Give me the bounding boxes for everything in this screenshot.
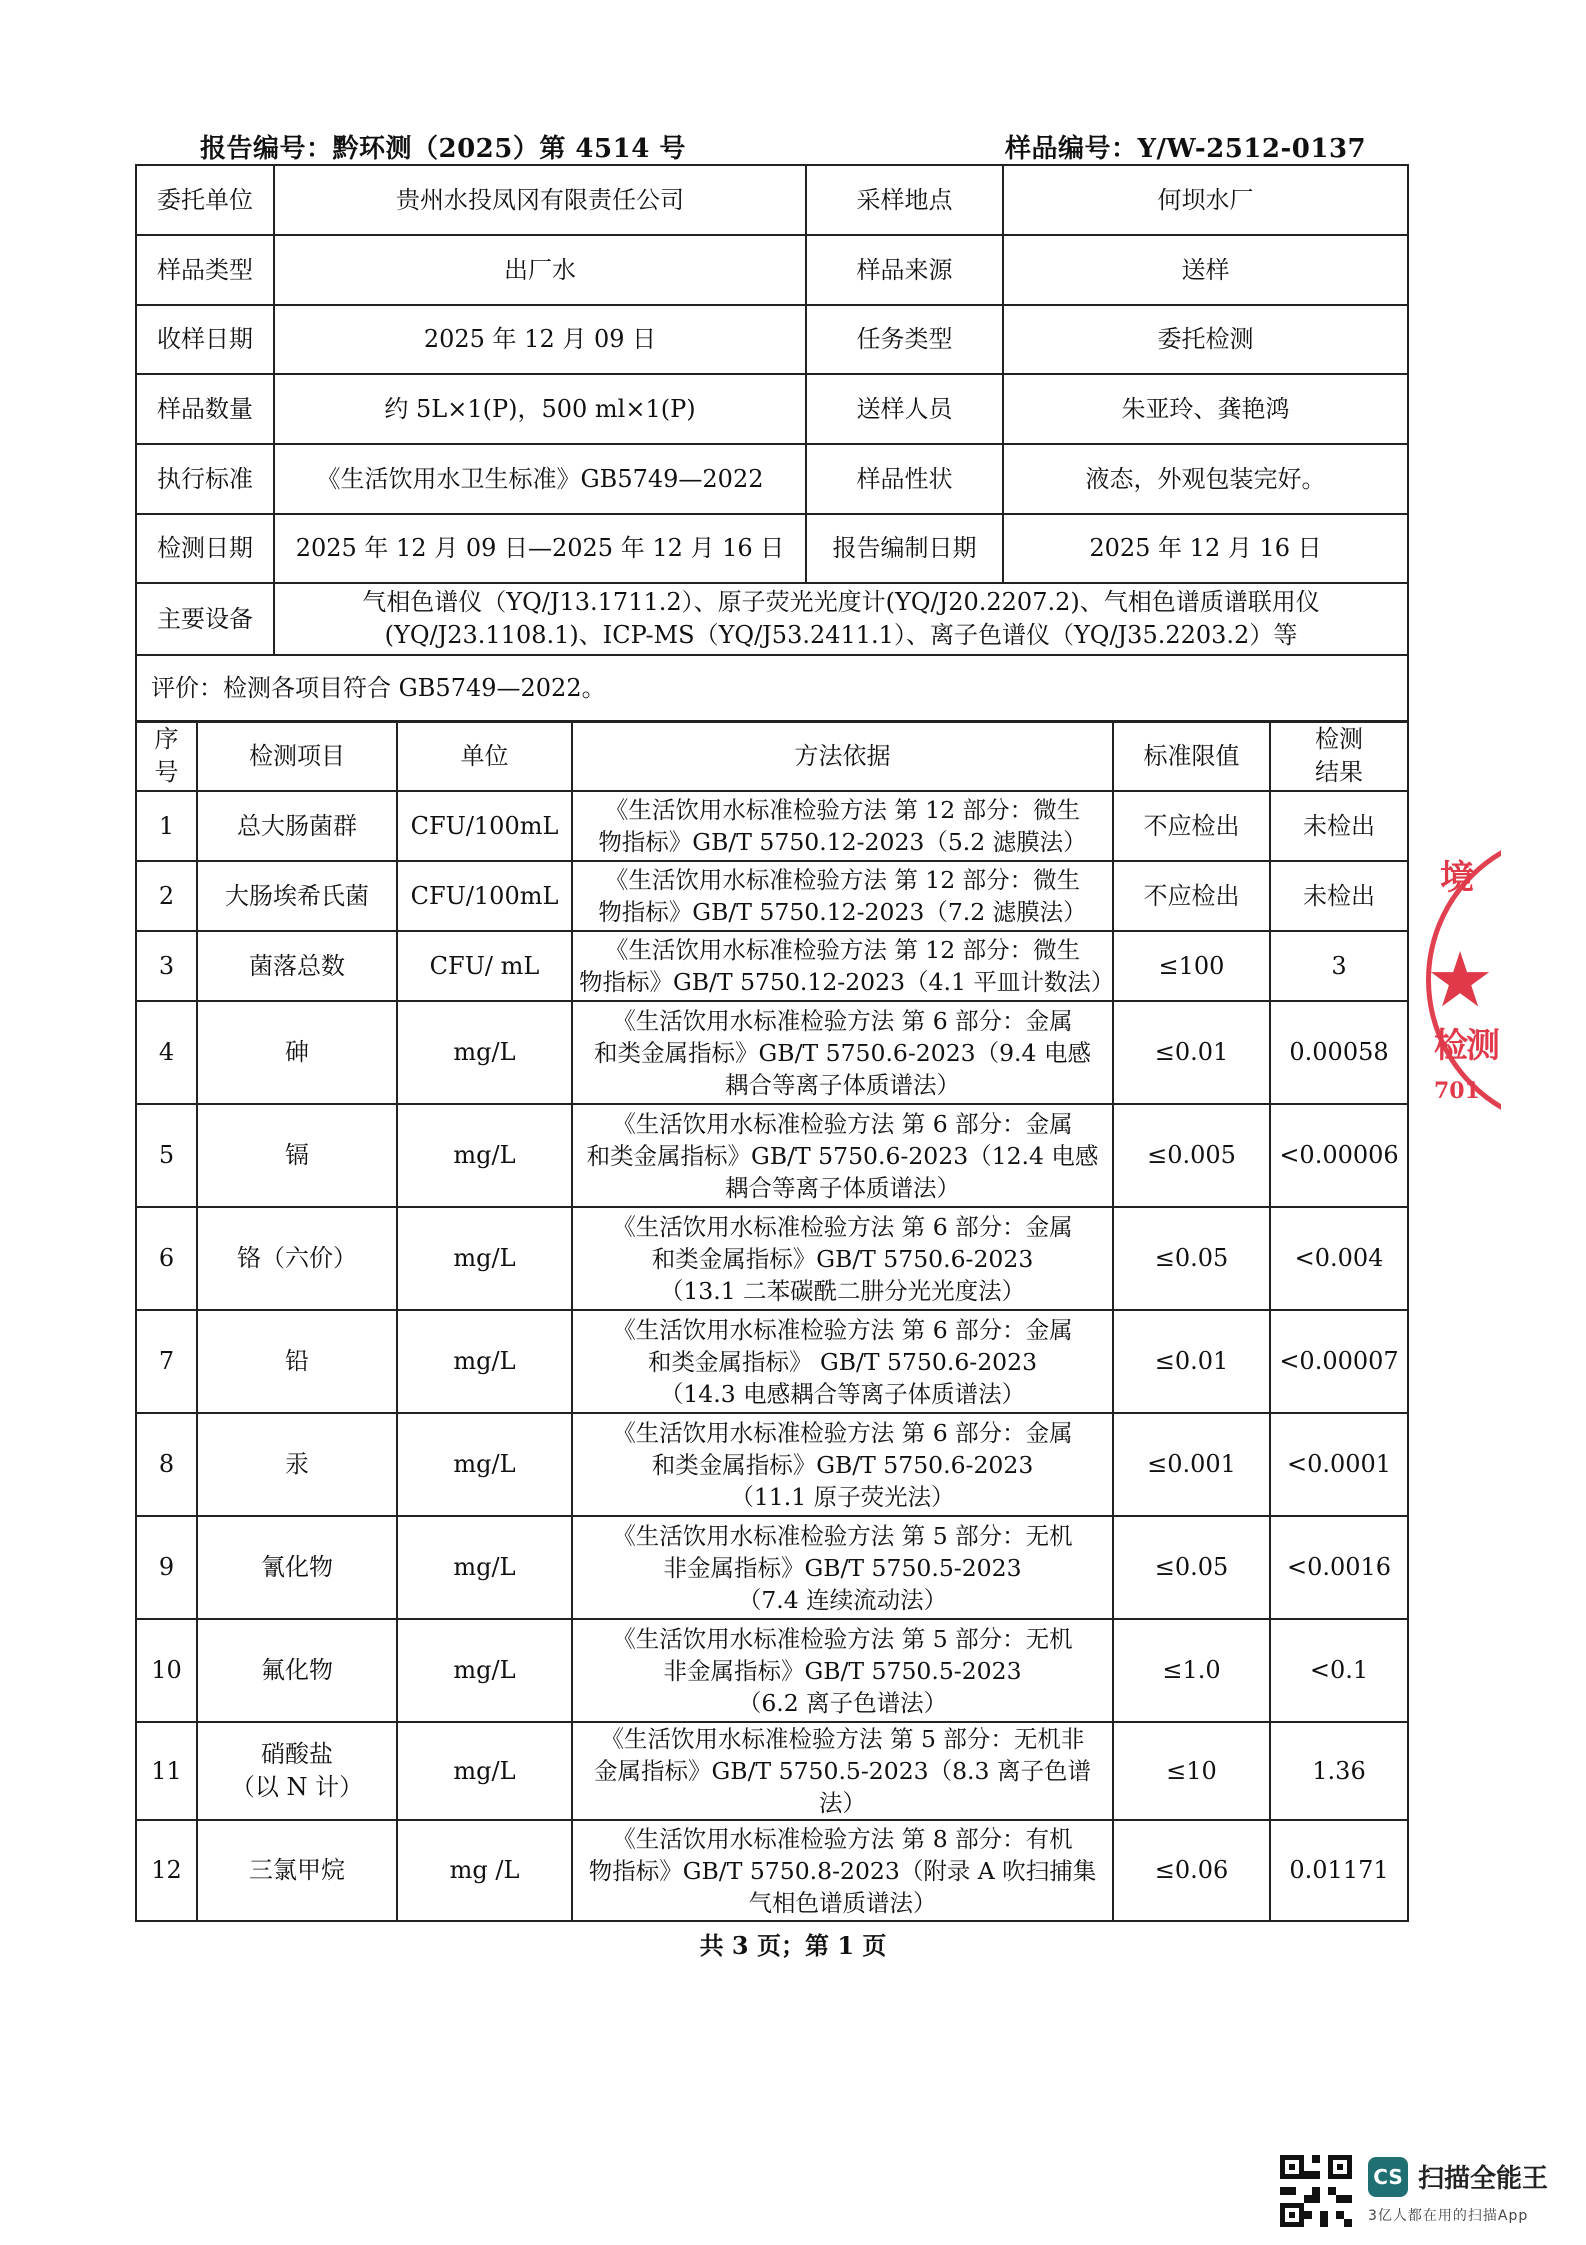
table-row [136, 1516, 1408, 1619]
source-value: 送样 [1003, 235, 1408, 305]
info-row [136, 235, 1408, 305]
info-row [136, 374, 1408, 444]
cell-line: 非金属指标》GB/T 5750.5-2023 [663, 1656, 1022, 1685]
test-item: 砷 [197, 1001, 397, 1104]
table-row [136, 1207, 1408, 1310]
cell-line: 《生活饮用水标准检验方法 第 6 部分：金属 [612, 1006, 1073, 1035]
receive-date-label: 收样日期 [136, 305, 274, 374]
cell-line: 物指标》GB/T 5750.12-2023（4.1 平皿计数法） [579, 968, 1115, 996]
row-number: 7 [136, 1310, 197, 1413]
cell-line: 《生活饮用水标准检验方法 第 6 部分：金属 [612, 1109, 1073, 1138]
row-number: 12 [136, 1820, 197, 1921]
test-item: 总大肠菌群 [197, 791, 397, 861]
row-number: 6 [136, 1207, 197, 1310]
client-label: 委托单位 [136, 165, 274, 235]
row-number: 2 [136, 861, 197, 931]
table-row [136, 791, 1408, 861]
cell-line: 和类金属指标》GB/T 5750.6-2023（9.4 电感 [594, 1038, 1091, 1067]
cell-line: 《生活饮用水标准检验方法 第 12 部分：微生 [604, 936, 1081, 964]
equipment-line: (YQ/J23.1108.1)、ICP-MS（YQ/J53.2411.1）、离子色谱仪（YQ/J35.2203.2）等 [384, 621, 1298, 649]
cell-line: 和类金属指标》 GB/T 5750.6-2023 [647, 1347, 1038, 1376]
cell-line: （以 N 计） [230, 1773, 364, 1801]
info-row [136, 514, 1408, 583]
type-value: 出厂水 [274, 235, 806, 305]
method [572, 1104, 1113, 1207]
compile-date-label: 报告编制日期 [806, 514, 1003, 583]
standard-limit: 不应检出 [1113, 791, 1270, 861]
col-header-result: 检测 结果 [1270, 721, 1408, 791]
row-number: 3 [136, 931, 197, 1001]
camscanner-logo: CS [1368, 2157, 1408, 2197]
info-row [136, 305, 1408, 374]
stamp-star-icon: ★ [1426, 935, 1495, 1024]
stamp-char: 测 [1466, 1026, 1500, 1066]
standard-limit: ≤0.05 [1113, 1207, 1270, 1310]
sample-number: 样品编号：Y/W-2512-0137 [1005, 134, 1367, 164]
evaluation: 评价：检测各项目符合 GB5749—2022。 [136, 655, 1408, 722]
unit: mg/L [397, 1104, 572, 1207]
method [572, 1413, 1113, 1516]
site-value: 何坝水厂 [1003, 165, 1408, 235]
quantity-label: 样品数量 [136, 374, 274, 444]
task-type-value: 委托检测 [1003, 305, 1408, 374]
info-row [136, 165, 1408, 235]
test-result: <0.004 [1270, 1207, 1408, 1310]
method [572, 1207, 1113, 1310]
standard-label: 执行标准 [136, 444, 274, 514]
camscanner-name: 扫描全能王 [1418, 2164, 1549, 2194]
test-item: 菌落总数 [197, 931, 397, 1001]
receive-date-value: 2025 年 12 月 09 日 [274, 305, 806, 374]
cell-line: 物指标》GB/T 5750.12-2023（5.2 滤膜法） [598, 828, 1087, 856]
method [572, 1722, 1113, 1820]
camscanner-tagline: 3亿人都在用的扫描App [1368, 2208, 1529, 2224]
method [572, 791, 1113, 861]
table-row [136, 1619, 1408, 1722]
test-result: 未检出 [1270, 791, 1408, 861]
cell-line: （14.3 电感耦合等离子体质谱法） [659, 1379, 1026, 1408]
col-header-no: 序 号 [136, 721, 197, 791]
client-value: 贵州水投凤冈有限责任公司 [274, 165, 806, 235]
unit: mg/L [397, 1722, 572, 1820]
cell-line: 《生活饮用水标准检验方法 第 12 部分：微生 [604, 866, 1081, 894]
standard-limit: ≤100 [1113, 931, 1270, 1001]
method [572, 1001, 1113, 1104]
official-stamp [1426, 830, 1501, 1130]
standard-limit: ≤0.01 [1113, 1310, 1270, 1413]
standard-limit: ≤0.05 [1113, 1516, 1270, 1619]
standard-limit: ≤0.01 [1113, 1001, 1270, 1104]
standard-limit: ≤0.005 [1113, 1104, 1270, 1207]
unit: CFU/ mL [397, 931, 572, 1001]
sample-info-table [135, 164, 1409, 723]
sample-state-label: 样品性状 [806, 444, 1003, 514]
unit: mg /L [397, 1820, 572, 1921]
equipment-label: 主要设备 [136, 583, 274, 655]
unit: CFU/100mL [397, 861, 572, 931]
test-date-label: 检测日期 [136, 514, 274, 583]
cell-line: （13.1 二苯碳酰二肼分光光度法） [659, 1276, 1026, 1305]
method [572, 1820, 1113, 1921]
test-item: 氰化物 [197, 1516, 397, 1619]
test-item: 铬（六价） [197, 1207, 397, 1310]
standard-limit: 不应检出 [1113, 861, 1270, 931]
cell-line: 物指标》GB/T 5750.12-2023（7.2 滤膜法） [598, 898, 1087, 926]
table-row [136, 1722, 1408, 1820]
cell-line: 气相色谱质谱法） [748, 1888, 937, 1917]
site-label: 采样地点 [806, 165, 1003, 235]
cell-line: （7.4 连续流动法） [737, 1585, 948, 1614]
table-row [136, 1310, 1408, 1413]
cell-line: 物指标》GB/T 5750.8-2023（附录 A 吹扫捕集 [588, 1856, 1097, 1885]
method [572, 861, 1113, 931]
row-number: 4 [136, 1001, 197, 1104]
test-result: 1.36 [1270, 1722, 1408, 1820]
test-result: <0.0001 [1270, 1413, 1408, 1516]
cell-line: 耦合等离子体质谱法） [725, 1173, 960, 1202]
test-item [197, 1722, 397, 1820]
row-number: 8 [136, 1413, 197, 1516]
col-header-method: 方法依据 [572, 721, 1113, 791]
test-result: 0.00058 [1270, 1001, 1408, 1104]
cell-line: 和类金属指标》GB/T 5750.6-2023 [651, 1244, 1034, 1273]
compile-date-value: 2025 年 12 月 16 日 [1003, 514, 1408, 583]
cell-line: 《生活饮用水标准检验方法 第 8 部分：有机 [612, 1824, 1073, 1853]
equipment-value [274, 583, 1408, 655]
cell-line: 耦合等离子体质谱法） [725, 1070, 960, 1099]
results-table [135, 720, 1409, 1922]
standard-limit: ≤0.001 [1113, 1413, 1270, 1516]
cell-line: 《生活饮用水标准检验方法 第 5 部分：无机 [612, 1521, 1073, 1550]
standard-limit: ≤0.06 [1113, 1820, 1270, 1921]
unit: mg/L [397, 1413, 572, 1516]
table-row [136, 1413, 1408, 1516]
table-row [136, 1001, 1408, 1104]
test-result: <0.00006 [1270, 1104, 1408, 1207]
row-number: 1 [136, 791, 197, 861]
unit: mg/L [397, 1001, 572, 1104]
row-number: 5 [136, 1104, 197, 1207]
cell-line: 硝酸盐 [261, 1740, 333, 1768]
cell-line: 《生活饮用水标准检验方法 第 5 部分：无机非 [600, 1725, 1085, 1753]
qr-code-icon [1280, 2155, 1352, 2227]
test-result: <0.00007 [1270, 1310, 1408, 1413]
test-result: <0.0016 [1270, 1516, 1408, 1619]
task-type-label: 任务类型 [806, 305, 1003, 374]
row-number: 9 [136, 1516, 197, 1619]
test-item: 铅 [197, 1310, 397, 1413]
report-number: 报告编号：黔环测（2025）第 4514 号 [200, 134, 686, 164]
unit: mg/L [397, 1207, 572, 1310]
sender-value: 朱亚玲、龚艳鸿 [1003, 374, 1408, 444]
cell-line: （6.2 离子色谱法） [737, 1688, 948, 1717]
table-row [136, 1104, 1408, 1207]
stamp-code: 701 [1434, 1078, 1480, 1104]
page-footer: 共 3 页；第 1 页 [699, 1931, 887, 1960]
test-result: 未检出 [1270, 861, 1408, 931]
test-result: 0.01171 [1270, 1820, 1408, 1921]
table-row [136, 1820, 1408, 1921]
test-result: 3 [1270, 931, 1408, 1001]
row-number: 11 [136, 1722, 197, 1820]
test-date-value: 2025 年 12 月 09 日—2025 年 12 月 16 日 [274, 514, 806, 583]
col-header-item: 检测项目 [197, 721, 397, 791]
results-header-row [136, 721, 1408, 791]
row-number: 10 [136, 1619, 197, 1722]
unit: mg/L [397, 1310, 572, 1413]
test-item: 大肠埃希氏菌 [197, 861, 397, 931]
test-result: <0.1 [1270, 1619, 1408, 1722]
test-item: 汞 [197, 1413, 397, 1516]
cell-line: 和类金属指标》GB/T 5750.6-2023 [651, 1450, 1034, 1479]
col-header-limit: 标准限值 [1113, 721, 1270, 791]
table-row [136, 931, 1408, 1001]
method [572, 1619, 1113, 1722]
cell-line: 《生活饮用水标准检验方法 第 6 部分：金属 [612, 1418, 1073, 1447]
cell-line: 《生活饮用水标准检验方法 第 12 部分：微生 [604, 796, 1081, 824]
method [572, 931, 1113, 1001]
cell-line: 金属指标》GB/T 5750.5-2023（8.3 离子色谱法） [594, 1757, 1091, 1817]
type-label: 样品类型 [136, 235, 274, 305]
info-row [136, 444, 1408, 514]
stamp-char: 境 [1440, 858, 1474, 898]
unit: mg/L [397, 1619, 572, 1722]
source-label: 样品来源 [806, 235, 1003, 305]
sample-state-value: 液态，外观包装完好。 [1003, 444, 1408, 514]
cell-line: （11.1 原子荧光法） [730, 1482, 955, 1511]
method [572, 1310, 1113, 1413]
unit: mg/L [397, 1516, 572, 1619]
cell-line: 《生活饮用水标准检验方法 第 5 部分：无机 [612, 1624, 1073, 1653]
method [572, 1516, 1113, 1619]
test-item: 氟化物 [197, 1619, 397, 1722]
cell-line: 和类金属指标》GB/T 5750.6-2023（12.4 电感 [586, 1141, 1099, 1170]
cell-line: 《生活饮用水标准检验方法 第 6 部分：金属 [612, 1212, 1073, 1241]
stamp-char: 检 [1434, 1026, 1468, 1066]
standard-value: 《生活饮用水卫生标准》GB5749—2022 [274, 444, 806, 514]
col-header-unit: 单位 [397, 721, 572, 791]
info-row [136, 583, 1408, 655]
standard-limit: ≤10 [1113, 1722, 1270, 1820]
test-item: 三氯甲烷 [197, 1820, 397, 1921]
unit: CFU/100mL [397, 791, 572, 861]
cell-line: 《生活饮用水标准检验方法 第 6 部分：金属 [612, 1315, 1073, 1344]
test-item: 镉 [197, 1104, 397, 1207]
standard-limit: ≤1.0 [1113, 1619, 1270, 1722]
quantity-value: 约 5L×1(P)，500 ml×1(P) [274, 374, 806, 444]
cell-line: 非金属指标》GB/T 5750.5-2023 [663, 1553, 1022, 1582]
info-row [136, 655, 1408, 722]
equipment-line: 气相色谱仪（YQ/J13.1711.2）、原子荧光光度计(YQ/J20.2207.2)、气相色谱质谱联用仪 [362, 588, 1320, 616]
table-row [136, 861, 1408, 931]
sender-label: 送样人员 [806, 374, 1003, 444]
